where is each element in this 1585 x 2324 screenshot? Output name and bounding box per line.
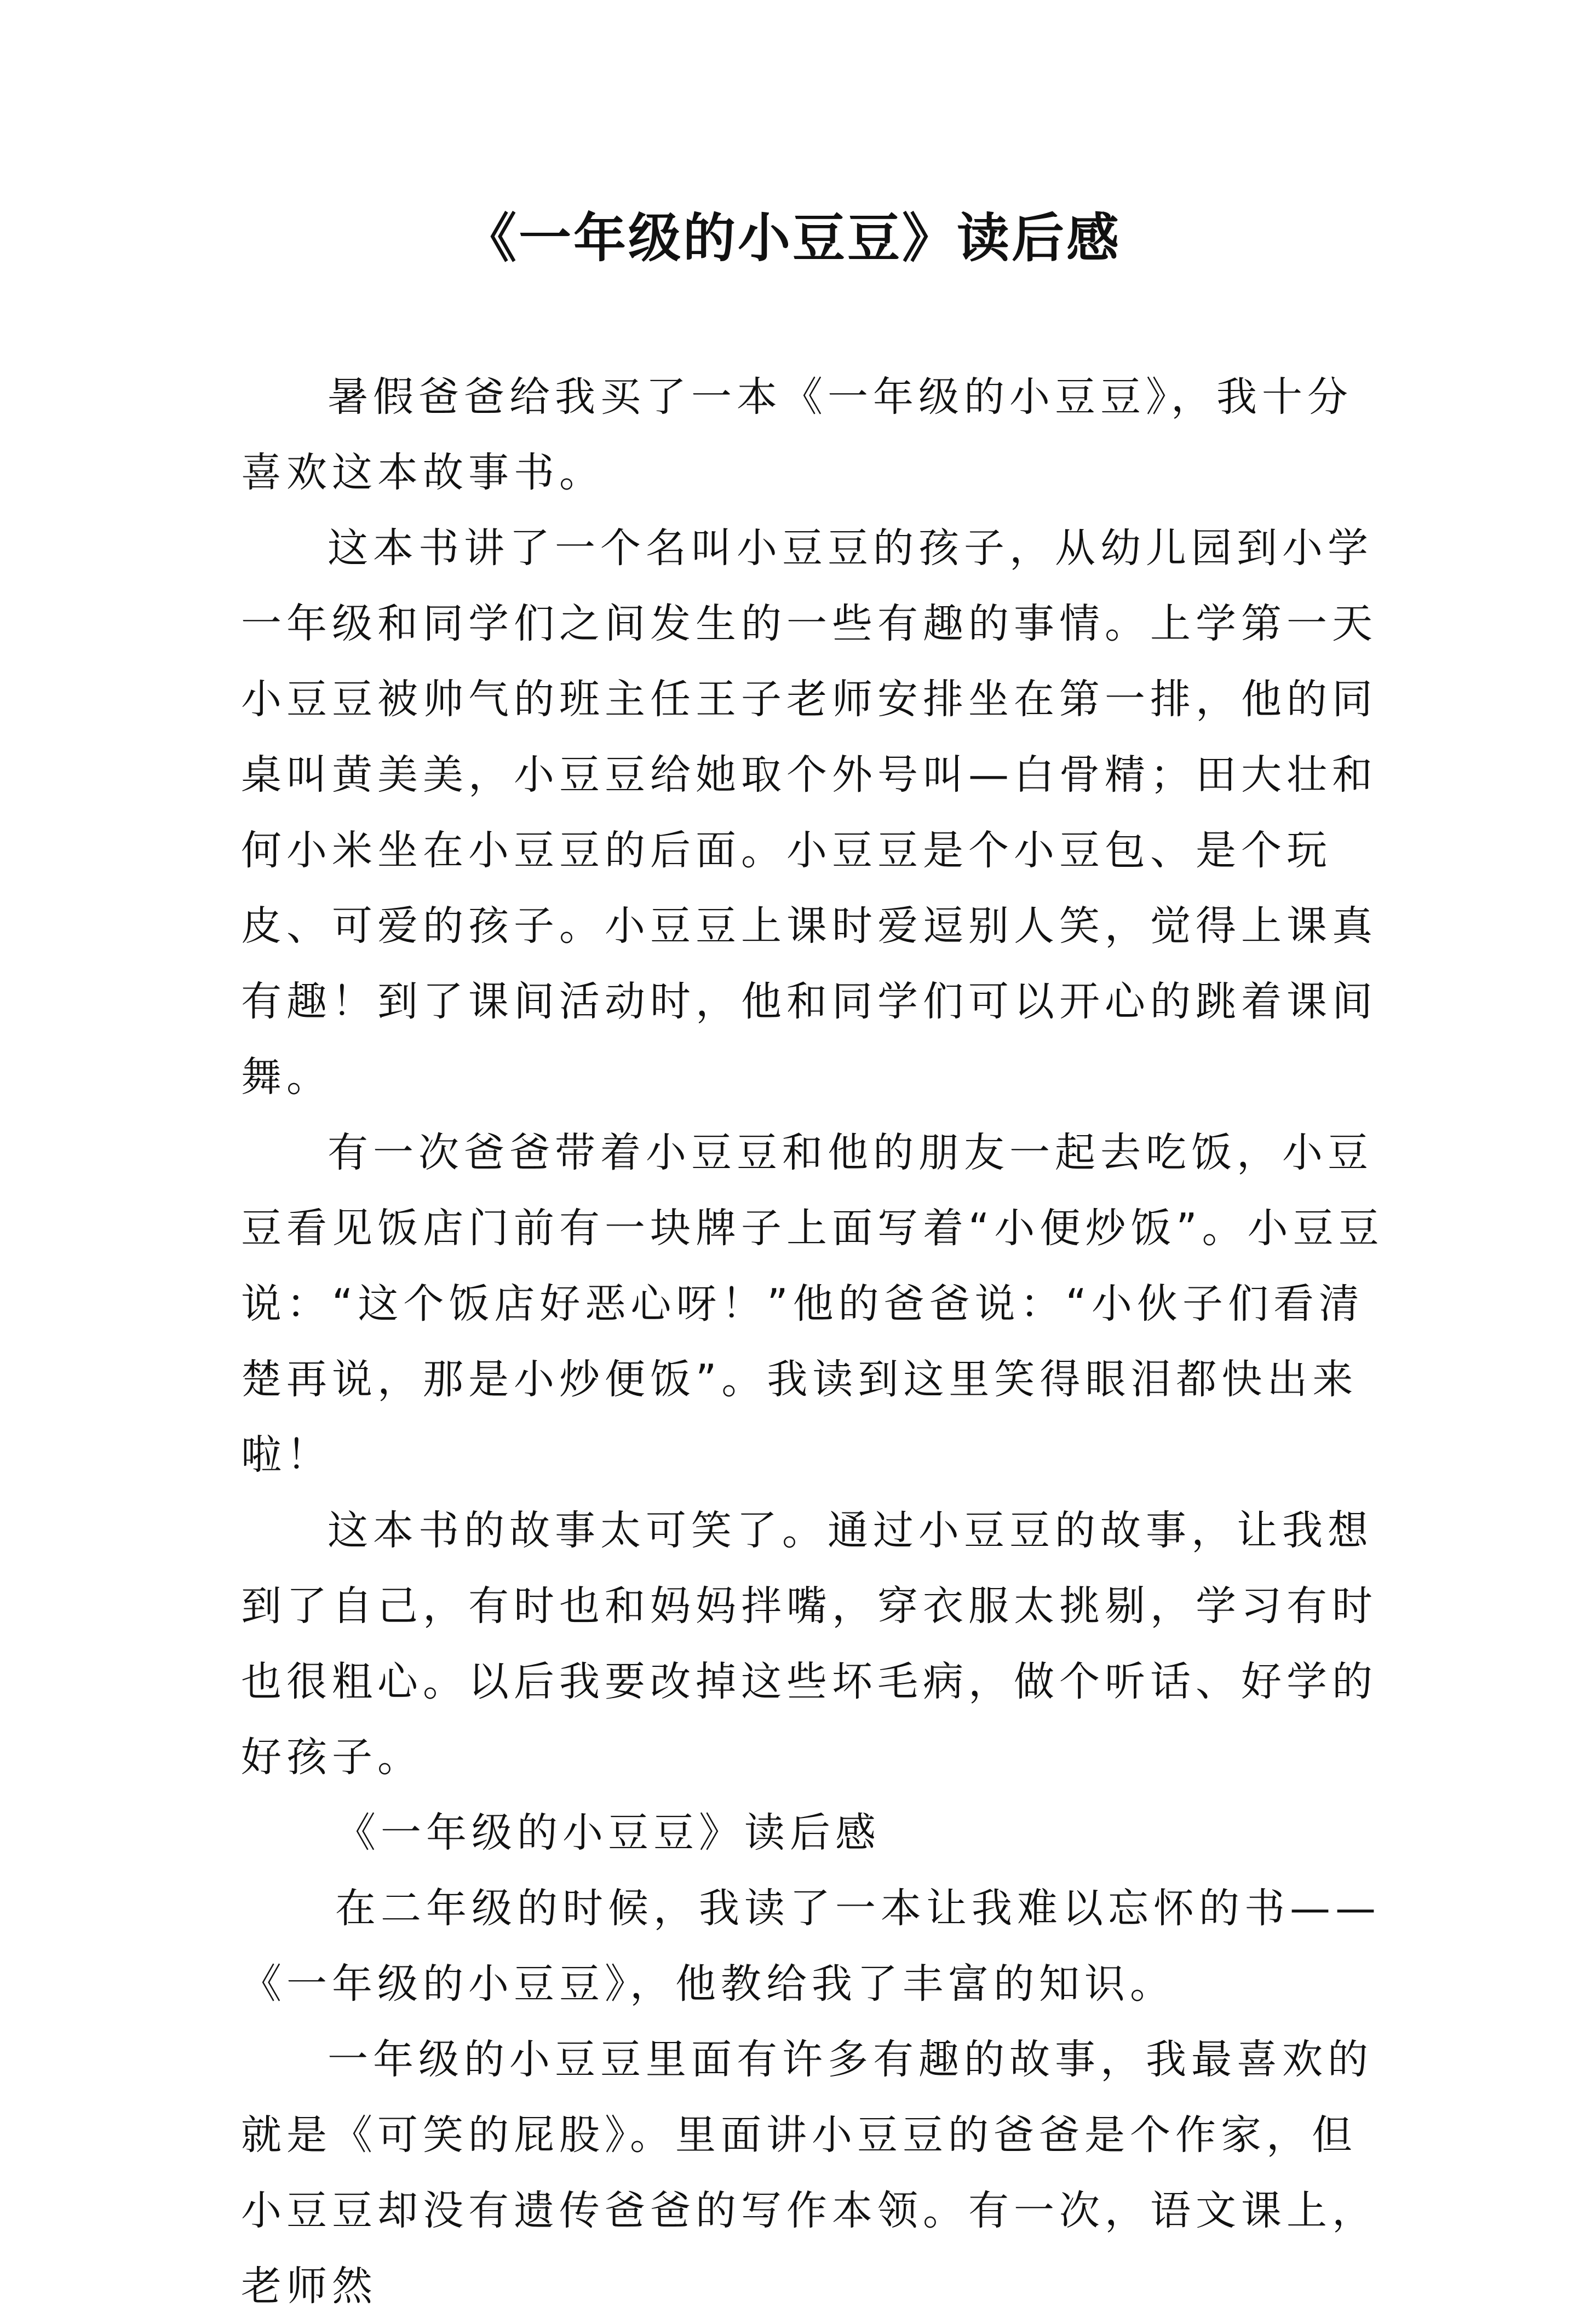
paragraph: 这本书讲了一个名叫小豆豆的孩子，从幼儿园到小学一年级和同学们之间发生的一些有趣的事情。上学第一天小豆豆被帅气的班主任王子老师安排坐在第一排，他的同桌叫黄美美，小豆豆给她取个外号叫—白骨精；田大壮和何小米坐在小豆豆的后面。小豆豆是个小豆包、是个玩皮、可爱的孩子。小豆豆上课时爱逗别人笑，觉得上课真有趣！到了课间活动时，他和同学们可以开心的跳着课间舞。 bbox=[241, 525, 1377, 1101]
paragraph: 在二年级的时候，我读了一本让我难以忘怀的书——《一年级的小豆豆》，他教给我了丰富的知识。 bbox=[241, 1885, 1381, 2007]
document-title: 《一年级的小豆豆》读后感 bbox=[464, 207, 1121, 269]
document-body bbox=[241, 359, 1386, 2324]
second-essay-heading: 《一年级的小豆豆》读后感 bbox=[335, 1809, 881, 1856]
paragraph: 有一次爸爸带着小豆豆和他的朋友一起去吃饭，小豆豆看见饭店门前有一块牌子上面写着“小便炒饭”。小豆豆说：“这个饭店好恶心呀！”他的爸爸说：“小伙子们看清楚再说，那是小炒便饭”。我读到这里笑得眼泪都快出来啦！ bbox=[241, 1129, 1384, 1479]
paragraph: 暑假爸爸给我买了一本《一年级的小豆豆》，我十分喜欢这本故事书。 bbox=[241, 373, 1353, 496]
paragraph: 这本书的故事太可笑了。通过小豆豆的故事，让我想到了自己，有时也和妈妈拌嘴，穿衣服太挑剔，学习有时也很粗心。以后我要改掉这些坏毛病，做个听话、好学的好孩子。 bbox=[241, 1507, 1377, 1781]
paragraph: 一年级的小豆豆里面有许多有趣的故事，我最喜欢的就是《可笑的屁股》。里面讲小豆豆的爸爸是个作家，但小豆豆却没有遗传爸爸的写作本领。有一次，语文课上，老师然 bbox=[241, 2036, 1377, 2310]
